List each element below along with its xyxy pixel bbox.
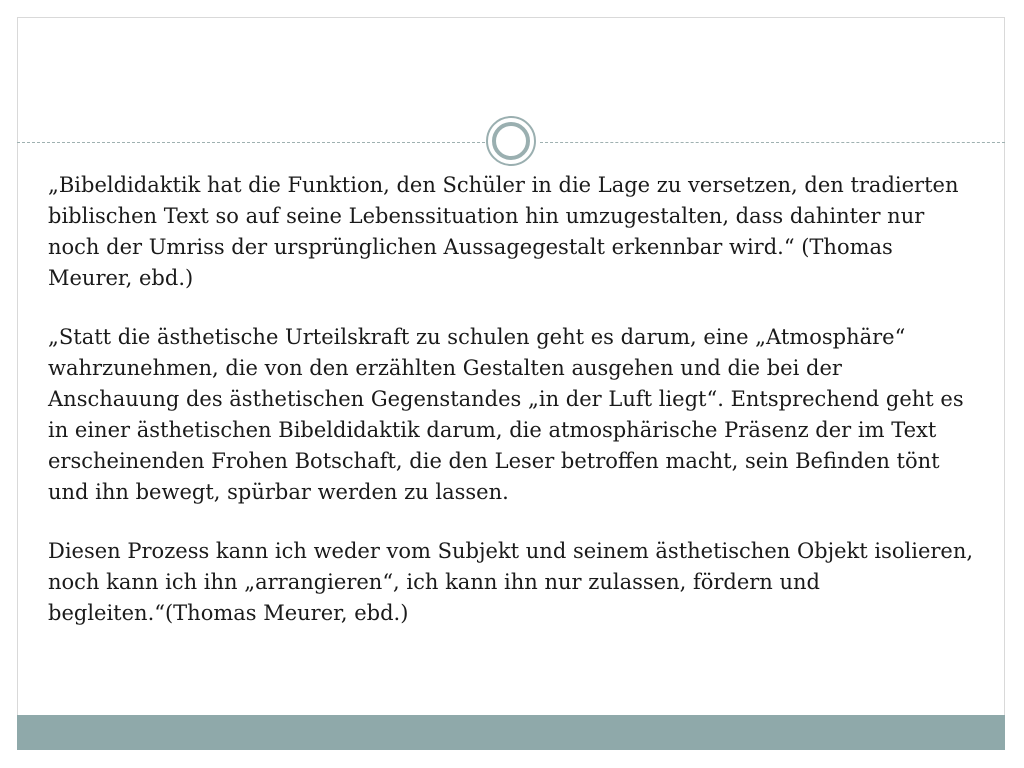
footer-bar	[17, 715, 1005, 750]
title-divider-right	[540, 142, 1005, 143]
quote-paragraph-3: Diesen Prozess kann ich weder vom Subjekt und seinem ästhetischen Objekt isolieren, noch kann ich ihn „arrangieren“, ich kann ihn nur zulassen, fördern und begleiten.“(Thomas Meurer, ebd.)	[48, 539, 974, 625]
circle-ornament-icon	[486, 116, 536, 166]
title-divider-left	[17, 142, 485, 143]
quote-paragraph-2: „Statt die ästhetische Urteilskraft zu schulen geht es darum, eine „Atmosphäre“ wahrzunehmen, die von den erzählten Gestalten ausgehen und die bei der Anschauung des ästhetischen Gegenstandes „in der Luft liegt“. Entsprechend geht es in einer ästhetischen Bibeldidaktik darum, die atmosphärische Präsenz der im Text erscheinenden Frohen Botschaft, die den Leser betroffen macht, sein Befinden tönt und ihn bewegt, spürbar werden zu lassen.	[48, 325, 964, 504]
quote-paragraph-1: „Bibeldidaktik hat die Funktion, den Schüler in die Lage zu versetzen, den tradierten biblischen Text so auf seine Lebenssituation hin umzugestalten, dass dahinter nur noch der Umriss der ursprünglichen Aussagegestalt erkennbar wird.“ (Thomas Meurer, ebd.)	[48, 173, 959, 290]
slide-body	[48, 170, 978, 629]
